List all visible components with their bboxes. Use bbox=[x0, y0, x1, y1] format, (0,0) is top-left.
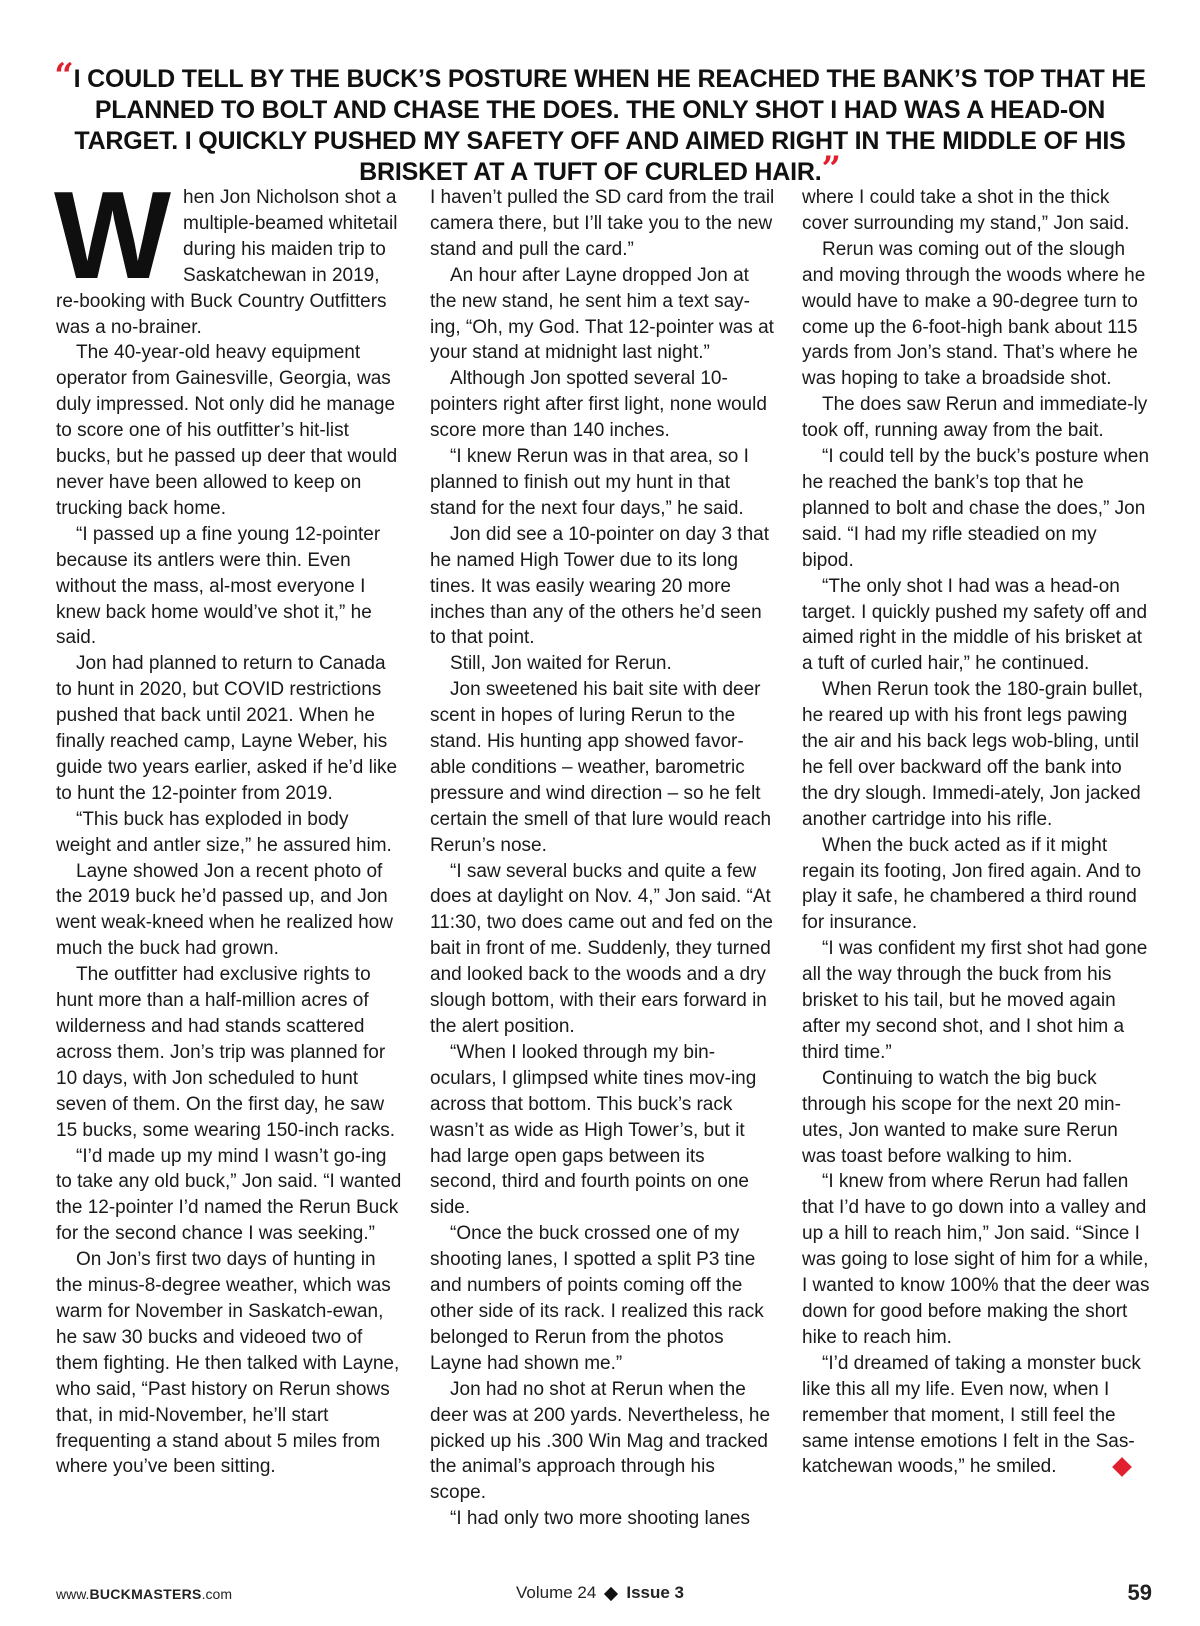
article-paragraph: The 40-year-old heavy equipment operator from Gainesville, Georgia, was duly impressed. Not only did he manage to score one of his outfitter’s hit-list bucks, but he passed up deer that would never have been allowed to keep on trucking back home. bbox=[56, 342, 398, 519]
article-paragraph: On Jon’s first two days of hunting in the minus-8-degree weather, which was warm for November in Saskatch-ewan, he saw 30 bucks and videoed two of them fighting. He then talked with Layne, who said, “Past history on Rerun shows that, in mid-November, he’ll start frequenting a stand about 5 miles from where you’ve been sitting. bbox=[56, 1249, 400, 1478]
article-paragraph: “Once the buck crossed one of my shooting lanes, I spotted a split P3 tine and numbers of points coming off the other side of its rack. I realized this rack belonged to Rerun from the photos Layne had shown me.” bbox=[430, 1223, 764, 1374]
diamond-separator-icon bbox=[604, 1586, 618, 1600]
article-paragraph: “I knew Rerun was in that area, so I planned to finish out my hunt in that stand for the next four days,” he said. bbox=[430, 446, 749, 519]
article-paragraph: “When I looked through my bin-oculars, I glimpsed white tines mov-ing across that bottom. This buck’s rack wasn’t as wide as High Tower’s, but it had large open gaps between its second, third and fourth points on one side. bbox=[430, 1041, 757, 1219]
article-paragraph: where I could take a shot in the thick cover surrounding my stand,” Jon said. bbox=[802, 187, 1130, 234]
close-quote-mark: ” bbox=[821, 149, 841, 189]
article-paragraph: “I could tell by the buck’s posture when he reached the bank’s top that he planned to bolt and chase the does,” Jon said. “I had my rifle steadied on my bipod. bbox=[802, 446, 1150, 571]
article-paragraph: Although Jon spotted several 10-pointers right after first light, none would score more than 140 inches. bbox=[430, 368, 767, 442]
footer-website: www.BUCKMASTERS.com bbox=[56, 1586, 232, 1602]
page-number: 59 bbox=[1127, 1580, 1152, 1605]
article-column-3 bbox=[802, 185, 1152, 1480]
pull-quote-text: I COULD TELL BY THE BUCK’S POSTURE WHEN HE REACHED THE BANK’S TOP THAT HE PLANNED TO BOLT AND CHASE THE DOES. THE ONLY SHOT I HAD WAS A HEAD-ON TARGET. I QUICKLY PUSHED MY SAFETY OFF AND AIMED RIGHT IN THE MIDDLE OF HIS BRISKET AT A TUFT OF CURLED HAIR. bbox=[73, 65, 1146, 186]
article-paragraph: Jon had planned to return to Canada to hunt in 2020, but COVID restrictions pushed that back until 2021. When he finally reached camp, Layne Weber, his guide two years earlier, asked if he’d like to hunt the 12-pointer from 2019. bbox=[56, 653, 398, 804]
article-paragraph: “I saw several bucks and quite a few does at daylight on Nov. 4,” Jon said. “At 11:30, two does came out and fed on the bait in front of me. Suddenly, they turned and looked back to the woods and a dry slough bottom, with their ears forward in the alert position. bbox=[430, 860, 773, 1037]
pull-quote bbox=[52, 56, 1148, 189]
footer-volume: Volume 24 bbox=[516, 1583, 597, 1602]
article-column-1 bbox=[54, 167, 402, 1480]
open-quote-mark: “ bbox=[54, 56, 74, 96]
article-paragraph: The does saw Rerun and immediate-ly took off, running away from the bait. bbox=[802, 394, 1148, 442]
article-paragraph: “I’d dreamed of taking a monster buck like this all my life. Even now, when I remember that moment, I still feel the same intense emotions I felt in the Sas-katchewan woods,” he smiled. bbox=[802, 1352, 1141, 1478]
article-paragraph: “I passed up a fine young 12-pointer because its antlers were thin. Even without the mass, al-most everyone I knew back home would’ve shot it,” he said. bbox=[56, 523, 381, 649]
article-paragraph: When Jon Nicholson shot a multiple-beamed whitetail during his maiden trip to Saskatchewan in 2019, re-booking with Buck Country Outfitters was a no-brainer. bbox=[54, 167, 398, 338]
page-footer bbox=[56, 1580, 1152, 1608]
article-paragraph: “The only shot I had was a head-on target. I quickly pushed my safety off and aimed right in the middle of his brisket at a tuft of curled hair,” he continued. bbox=[802, 575, 1148, 675]
article-paragraph: Rerun was coming out of the slough and moving through the woods where he would have to make a 90-degree turn to come up the 6-foot-high bank about 115 yards from Jon’s stand. That’s where he was hoping to take a broadside shot. bbox=[802, 238, 1146, 390]
article-paragraph: Jon had no shot at Rerun when the deer was at 200 yards. Nevertheless, he picked up his .300 Win Mag and tracked the animal’s approach through his scope. bbox=[430, 1378, 771, 1504]
article-paragraph: “I’d made up my mind I wasn’t go-ing to take any old buck,” Jon said. “I wanted the 12-pointer I’d named the Rerun Buck for the second chance I was seeking.” bbox=[56, 1145, 402, 1245]
article-paragraph: An hour after Layne dropped Jon at the new stand, he sent him a text say-ing, “Oh, my God. That 12-pointer was at your stand at midnight last night.” bbox=[430, 264, 774, 364]
article-paragraph: When the buck acted as if it might regain its footing, Jon fired again. And to play it safe, he chambered a third round for insurance. bbox=[802, 834, 1142, 934]
drop-cap: W bbox=[54, 167, 172, 305]
article-paragraph: The outfitter had exclusive rights to hunt more than a half-million acres of wilderness and had stands scattered across them. Jon’s trip was planned for 10 days, with Jon scheduled to hunt seven of them. On the first day, he saw 15 bucks, some wearing 150-inch racks. bbox=[56, 964, 395, 1141]
footer-issue: Issue 3 bbox=[626, 1583, 684, 1602]
article-column-2 bbox=[430, 185, 776, 1532]
article-paragraph: I haven’t pulled the SD card from the trail camera there, but I’ll take you to the new stand and pull the card.” bbox=[430, 187, 775, 260]
article-paragraph: Still, Jon waited for Rerun. bbox=[450, 653, 672, 675]
footer-issue-info bbox=[516, 1583, 684, 1603]
article-paragraph: Jon did see a 10-pointer on day 3 that he named High Tower due to its long tines. It was easily wearing 20 more inches than any of the others he’d seen to that point. bbox=[430, 523, 770, 649]
end-mark-diamond-icon bbox=[1112, 1457, 1132, 1477]
article-paragraph: Layne showed Jon a recent photo of the 2019 buck he’d passed up, and Jon went weak-kneed when he realized how much the buck had grown. bbox=[56, 860, 393, 960]
article-paragraph: Jon sweetened his bait site with deer scent in hopes of luring Rerun to the stand. His hunting app showed favor-able conditions – weather, barometric pressure and wind direction – so he felt certain the smell of that lure would reach Rerun’s nose. bbox=[430, 679, 772, 856]
article-paragraph: “This buck has exploded in body weight and antler size,” he assured him. bbox=[56, 808, 392, 856]
article-paragraph: “I knew from where Rerun had fallen that I’d have to go down into a valley and up a hill to reach him,” Jon said. “Since I was going to lose sight of him for a while, I wanted to know 100% that the deer was down for good before making the short hike to reach him. bbox=[802, 1171, 1150, 1348]
article-paragraph: Continuing to watch the big buck through his scope for the next 20 min-utes, Jon wanted to make sure Rerun was toast before walking to him. bbox=[802, 1067, 1121, 1167]
article-paragraph: “I had only two more shooting lanes bbox=[450, 1508, 750, 1530]
article-paragraph: When Rerun took the 180-grain bullet, he reared up with his front legs pawing the air and his back legs wob-bling, until he fell over backward off the bank into the dry slough. Immedi-ately, Jon jacked another cartridge into his rifle. bbox=[802, 679, 1144, 830]
article-paragraph: “I was confident my first shot had gone all the way through the buck from his brisket to his tail, but he moved again after my second shot, and I shot him a third time.” bbox=[802, 938, 1148, 1063]
